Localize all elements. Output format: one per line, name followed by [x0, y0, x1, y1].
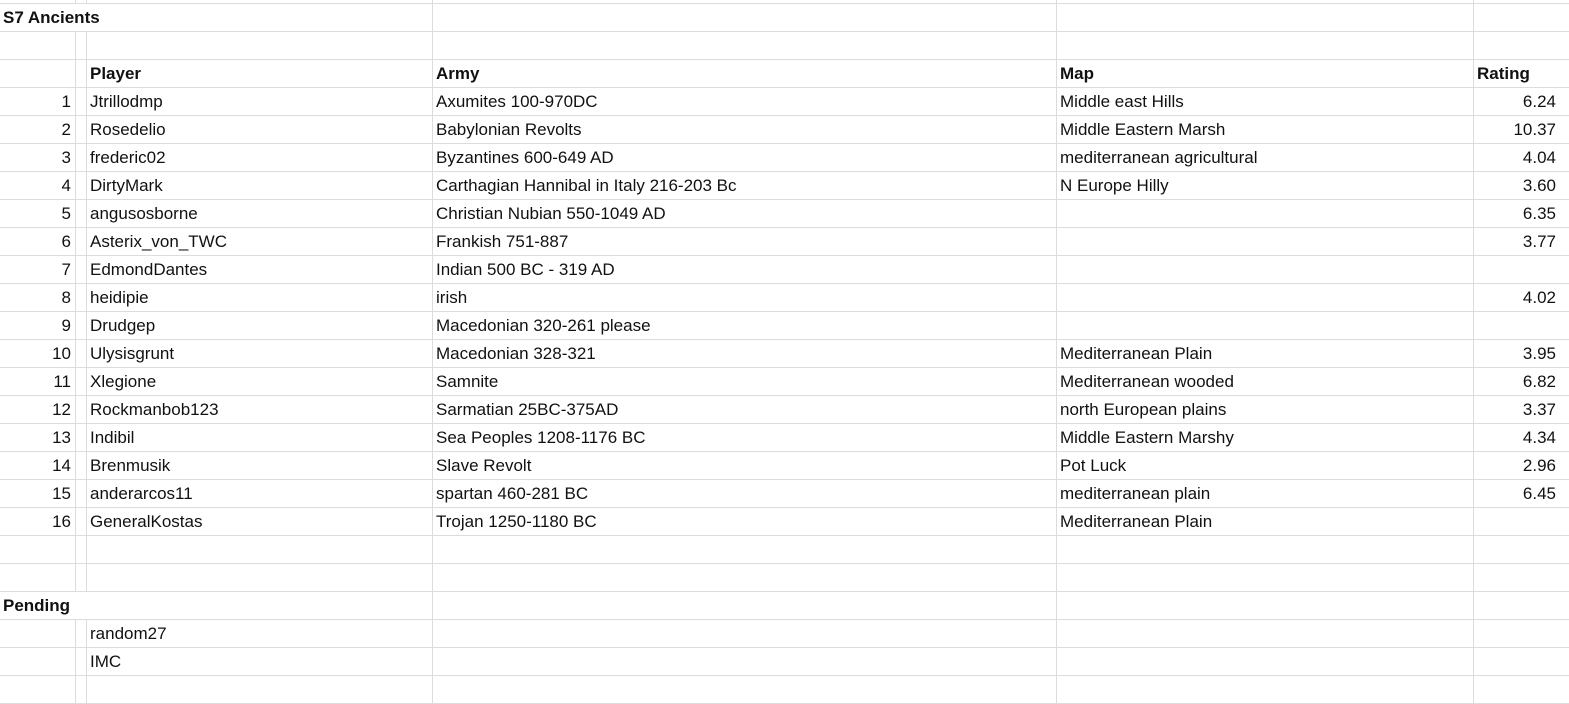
- column-header-row: [0, 60, 1569, 88]
- cell[interactable]: [433, 4, 1057, 31]
- cell[interactable]: [1057, 536, 1474, 563]
- cell[interactable]: [1474, 4, 1560, 31]
- army-cell[interactable]: spartan 460-281 BC: [433, 480, 1057, 507]
- cell[interactable]: [433, 0, 1057, 3]
- army-cell[interactable]: Frankish 751-887: [433, 228, 1057, 255]
- cell[interactable]: [1560, 0, 1569, 3]
- header-map[interactable]: Map: [1057, 60, 1474, 87]
- cell[interactable]: [433, 564, 1057, 591]
- cell[interactable]: [1560, 368, 1569, 395]
- pending-player-cell[interactable]: random27: [87, 620, 433, 647]
- cell[interactable]: [433, 536, 1057, 563]
- army-cell[interactable]: Babylonian Revolts: [433, 116, 1057, 143]
- cell[interactable]: [1474, 0, 1560, 3]
- map-cell[interactable]: Middle Eastern Marshy: [1057, 424, 1474, 451]
- row-number[interactable]: 2: [0, 116, 76, 143]
- row-number[interactable]: 3: [0, 144, 76, 171]
- army-cell[interactable]: Slave Revolt: [433, 452, 1057, 479]
- cell[interactable]: [1057, 4, 1474, 31]
- table-row: [0, 200, 1569, 228]
- row-number[interactable]: 11: [0, 368, 76, 395]
- cell[interactable]: [76, 0, 87, 3]
- sheet-title[interactable]: S7 Ancients: [3, 8, 100, 27]
- cell[interactable]: [1560, 396, 1569, 423]
- army-cell[interactable]: Carthagian Hannibal in Italy 216-203 Bc: [433, 172, 1057, 199]
- cell[interactable]: [433, 648, 1057, 675]
- player-cell[interactable]: anderarcos11: [87, 480, 433, 507]
- cell[interactable]: [76, 452, 87, 479]
- map-cell[interactable]: [1057, 312, 1474, 339]
- player-cell[interactable]: frederic02: [87, 144, 433, 171]
- header-rating[interactable]: Rating: [1477, 64, 1530, 83]
- player-cell[interactable]: EdmondDantes: [87, 256, 433, 283]
- row-number[interactable]: 15: [0, 480, 76, 507]
- map-cell[interactable]: [1057, 200, 1474, 227]
- cell[interactable]: [1560, 648, 1569, 675]
- header-army[interactable]: Army: [433, 60, 1057, 87]
- player-cell[interactable]: Drudgep: [87, 312, 433, 339]
- table-row: [0, 256, 1569, 284]
- cell[interactable]: [76, 648, 87, 675]
- rating-cell[interactable]: 2.96: [1522, 456, 1556, 475]
- map-cell[interactable]: north European plains: [1057, 396, 1474, 423]
- map-cell[interactable]: Pot Luck: [1057, 452, 1474, 479]
- cell[interactable]: [1474, 564, 1560, 591]
- cell[interactable]: [1560, 424, 1569, 451]
- cell[interactable]: [1560, 88, 1569, 115]
- cell[interactable]: [1057, 32, 1474, 59]
- pending-label[interactable]: Pending: [3, 596, 71, 615]
- cell[interactable]: [1560, 284, 1569, 311]
- player-cell[interactable]: Asterix_von_TWC: [87, 228, 433, 255]
- cell[interactable]: [1560, 200, 1569, 227]
- row-number[interactable]: 5: [0, 200, 76, 227]
- cell[interactable]: [0, 620, 76, 647]
- rating-cell[interactable]: 6.35: [1522, 204, 1556, 223]
- cell[interactable]: [0, 648, 76, 675]
- table-row: [0, 172, 1569, 200]
- sheet-row-empty: [0, 536, 1569, 564]
- cell[interactable]: [1474, 620, 1560, 647]
- cell[interactable]: [1560, 4, 1569, 31]
- pending-row: [0, 648, 1569, 676]
- rating-cell[interactable]: [1474, 312, 1560, 339]
- table-row: [0, 368, 1569, 396]
- player-cell[interactable]: angusosborne: [87, 200, 433, 227]
- rating-cell[interactable]: [1474, 256, 1560, 283]
- rating-cell[interactable]: 4.04: [1522, 148, 1556, 167]
- cell[interactable]: [1474, 676, 1560, 703]
- cell[interactable]: [1560, 508, 1569, 535]
- rating-cell[interactable]: 3.95: [1522, 344, 1556, 363]
- cell[interactable]: [1560, 592, 1569, 619]
- cell[interactable]: [433, 676, 1057, 703]
- sheet-row-empty: [0, 564, 1569, 592]
- map-cell[interactable]: Middle Eastern Marsh: [1057, 116, 1474, 143]
- rating-cell[interactable]: 3.77: [1522, 232, 1556, 251]
- rating-cell[interactable]: 6.45: [1522, 484, 1556, 503]
- map-cell[interactable]: [1057, 228, 1474, 255]
- rating-cell[interactable]: 6.24: [1522, 92, 1556, 111]
- map-cell[interactable]: mediterranean plain: [1057, 480, 1474, 507]
- cell[interactable]: [76, 340, 87, 367]
- map-cell[interactable]: Mediterranean wooded: [1057, 368, 1474, 395]
- table-row: [0, 144, 1569, 172]
- cell[interactable]: [0, 0, 76, 3]
- rating-cell[interactable]: 4.02: [1522, 288, 1556, 307]
- pending-row: [0, 620, 1569, 648]
- cell[interactable]: [76, 200, 87, 227]
- cell[interactable]: [1057, 564, 1474, 591]
- cell[interactable]: [87, 32, 433, 59]
- rating-cell[interactable]: 6.82: [1522, 372, 1556, 391]
- army-cell[interactable]: irish: [433, 284, 1057, 311]
- cell[interactable]: [1560, 228, 1569, 255]
- row-number[interactable]: 12: [0, 396, 76, 423]
- table-row: [0, 312, 1569, 340]
- cell[interactable]: [0, 536, 76, 563]
- map-cell[interactable]: [1057, 256, 1474, 283]
- map-cell[interactable]: Mediterranean Plain: [1057, 508, 1474, 535]
- table-row: [0, 284, 1569, 312]
- cell[interactable]: [1057, 620, 1474, 647]
- table-row: [0, 228, 1569, 256]
- player-cell[interactable]: heidipie: [87, 284, 433, 311]
- player-cell[interactable]: DirtyMark: [87, 172, 433, 199]
- army-cell[interactable]: Macedonian 320-261 please: [433, 312, 1057, 339]
- cell[interactable]: [76, 116, 87, 143]
- cell[interactable]: [76, 172, 87, 199]
- cell[interactable]: [1560, 536, 1569, 563]
- cell[interactable]: [76, 144, 87, 171]
- cell[interactable]: [433, 592, 1057, 619]
- cell[interactable]: [76, 424, 87, 451]
- cell[interactable]: [1560, 256, 1569, 283]
- map-cell[interactable]: Mediterranean Plain: [1057, 340, 1474, 367]
- cell[interactable]: [0, 32, 76, 59]
- row-number[interactable]: 4: [0, 172, 76, 199]
- table-row: [0, 424, 1569, 452]
- cell[interactable]: [1560, 340, 1569, 367]
- cell[interactable]: [1560, 60, 1569, 87]
- cell[interactable]: [1560, 32, 1569, 59]
- sheet-row-empty: [0, 32, 1569, 60]
- table-row: [0, 396, 1569, 424]
- cell[interactable]: [76, 32, 87, 59]
- cell[interactable]: [87, 4, 433, 31]
- player-cell[interactable]: GeneralKostas: [87, 508, 433, 535]
- sheet-title-row: [0, 4, 1569, 32]
- cell[interactable]: [1474, 536, 1560, 563]
- cell[interactable]: [76, 480, 87, 507]
- player-cell[interactable]: Ulysisgrunt: [87, 340, 433, 367]
- cell[interactable]: [87, 676, 433, 703]
- table-row: [0, 88, 1569, 116]
- player-cell[interactable]: Xlegione: [87, 368, 433, 395]
- row-number[interactable]: 6: [0, 228, 76, 255]
- cell[interactable]: [1560, 312, 1569, 339]
- cell[interactable]: [1057, 0, 1474, 3]
- cell[interactable]: [76, 256, 87, 283]
- player-cell[interactable]: Rockmanbob123: [87, 396, 433, 423]
- table-row: [0, 116, 1569, 144]
- cell[interactable]: [76, 676, 87, 703]
- rating-cell[interactable]: 3.60: [1522, 176, 1556, 195]
- cell[interactable]: [76, 564, 87, 591]
- army-cell[interactable]: Trojan 1250-1180 BC: [433, 508, 1057, 535]
- cell[interactable]: [76, 228, 87, 255]
- army-cell[interactable]: Samnite: [433, 368, 1057, 395]
- cell[interactable]: [0, 60, 76, 87]
- army-cell[interactable]: Sea Peoples 1208-1176 BC: [433, 424, 1057, 451]
- cell[interactable]: [1474, 32, 1560, 59]
- cell[interactable]: [1560, 676, 1569, 703]
- cell[interactable]: [76, 88, 87, 115]
- cell[interactable]: [76, 620, 87, 647]
- cell[interactable]: [1560, 452, 1569, 479]
- cell[interactable]: [1560, 144, 1569, 171]
- cell[interactable]: [1560, 480, 1569, 507]
- cell[interactable]: [1057, 592, 1474, 619]
- cell[interactable]: [1057, 676, 1474, 703]
- rating-cell[interactable]: [1474, 508, 1560, 535]
- row-number[interactable]: 13: [0, 424, 76, 451]
- cell[interactable]: [1057, 648, 1474, 675]
- cell[interactable]: [1560, 116, 1569, 143]
- rating-cell[interactable]: 10.37: [1513, 120, 1556, 139]
- cell[interactable]: [87, 536, 433, 563]
- cell[interactable]: [433, 32, 1057, 59]
- cell[interactable]: [87, 564, 433, 591]
- pending-player-cell[interactable]: IMC: [87, 648, 433, 675]
- cell[interactable]: [87, 592, 433, 619]
- table-row: [0, 480, 1569, 508]
- cell[interactable]: [76, 284, 87, 311]
- row-number[interactable]: 16: [0, 508, 76, 535]
- army-cell[interactable]: Macedonian 328-321: [433, 340, 1057, 367]
- cell[interactable]: [87, 0, 433, 3]
- map-cell[interactable]: [1057, 284, 1474, 311]
- army-cell[interactable]: Byzantines 600-649 AD: [433, 144, 1057, 171]
- cell[interactable]: [76, 312, 87, 339]
- cell[interactable]: [76, 536, 87, 563]
- cell[interactable]: [76, 396, 87, 423]
- row-number[interactable]: 1: [0, 88, 76, 115]
- cell[interactable]: [433, 620, 1057, 647]
- player-cell[interactable]: Rosedelio: [87, 116, 433, 143]
- cell[interactable]: [1560, 564, 1569, 591]
- table-row: [0, 340, 1569, 368]
- row-number[interactable]: 8: [0, 284, 76, 311]
- cell[interactable]: [0, 564, 76, 591]
- cell[interactable]: [1474, 648, 1560, 675]
- cell[interactable]: [76, 60, 87, 87]
- army-cell[interactable]: Sarmatian 25BC-375AD: [433, 396, 1057, 423]
- player-cell[interactable]: Jtrillodmp: [87, 88, 433, 115]
- rating-cell[interactable]: 4.34: [1522, 428, 1556, 447]
- cell[interactable]: [0, 676, 76, 703]
- army-cell[interactable]: Axumites 100-970DC: [433, 88, 1057, 115]
- row-number[interactable]: 14: [0, 452, 76, 479]
- sheet-row-empty: [0, 676, 1569, 704]
- map-cell[interactable]: mediterranean agricultural: [1057, 144, 1474, 171]
- cell[interactable]: [1560, 620, 1569, 647]
- army-cell[interactable]: Indian 500 BC - 319 AD: [433, 256, 1057, 283]
- pending-header-row: [0, 592, 1569, 620]
- header-player[interactable]: Player: [87, 60, 433, 87]
- map-cell[interactable]: Middle east Hills: [1057, 88, 1474, 115]
- map-cell[interactable]: N Europe Hilly: [1057, 172, 1474, 199]
- army-cell[interactable]: Christian Nubian 550-1049 AD: [433, 200, 1057, 227]
- rating-cell[interactable]: 3.37: [1522, 400, 1556, 419]
- table-row: [0, 452, 1569, 480]
- cell[interactable]: [1560, 172, 1569, 199]
- cell[interactable]: [76, 508, 87, 535]
- cell[interactable]: [76, 368, 87, 395]
- row-number[interactable]: 9: [0, 312, 76, 339]
- row-number[interactable]: 10: [0, 340, 76, 367]
- table-row: [0, 508, 1569, 536]
- player-cell[interactable]: Brenmusik: [87, 452, 433, 479]
- player-cell[interactable]: Indibil: [87, 424, 433, 451]
- cell[interactable]: [1474, 592, 1560, 619]
- row-number[interactable]: 7: [0, 256, 76, 283]
